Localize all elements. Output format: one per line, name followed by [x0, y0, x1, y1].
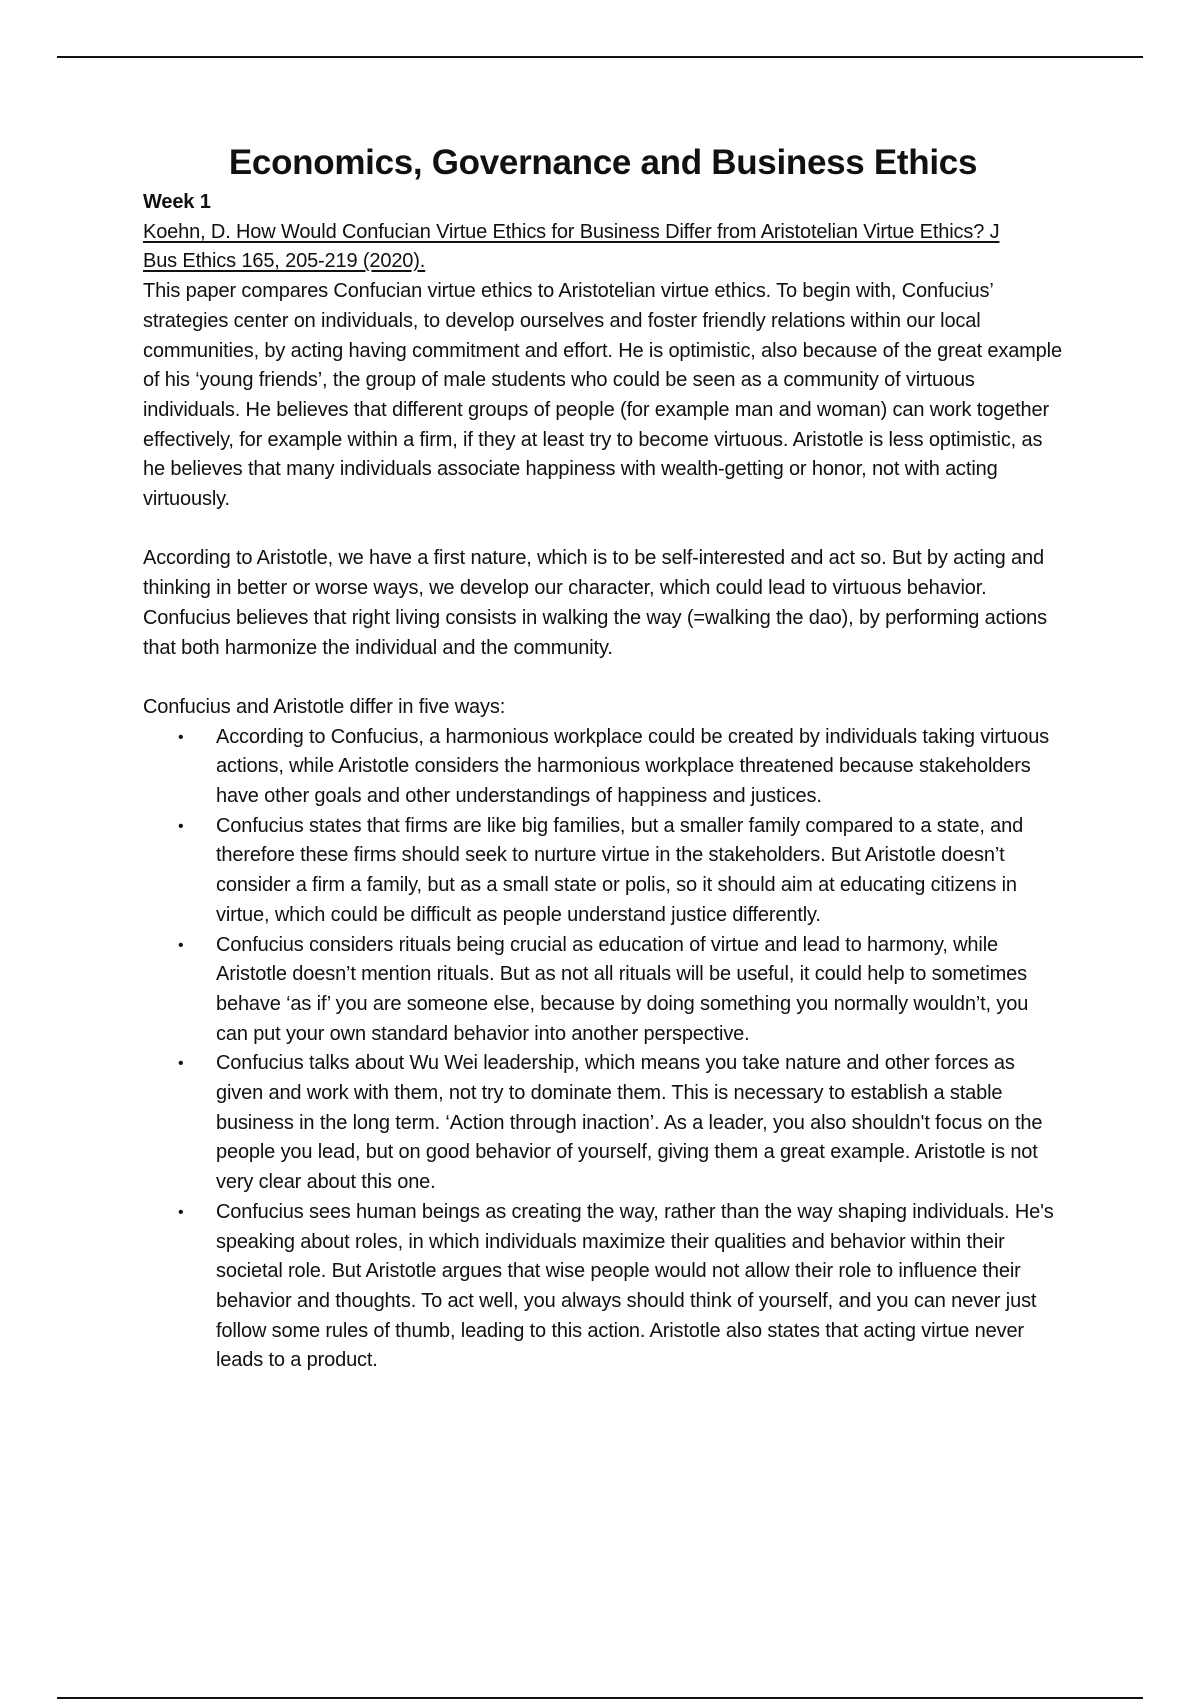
list-item-text: Confucius sees human beings as creating the way, rather than the way shaping individuals. He's speaking about roles, in which individuals maximize their qualities and behavior within their societal role. But Aristotle argues that wise people would not allow their role to influence their behavior and thoughts. To act well, you always should think of yourself, and you can never just follow some rules of thumb, leading to this action. Aristotle also states that acting virtue never leads to a product. — [216, 1200, 1054, 1372]
document-title: Economics, Governance and Business Ethics — [228, 143, 978, 182]
list-item-text: Confucius states that firms are like big families, but a smaller family compared to a state, and therefore these firms should seek to nurture virtue in the stakeholders. But Aristotle doesn’t consider a firm a family, but as a small state or polis, so it should aim at educating citizens in virtue, which could be difficult as people understand justice differently. — [216, 814, 1024, 926]
list-item-text: Confucius talks about Wu Wei leadership, which means you take nature and other forces as given and work with them, not try to dominate them. This is necessary to establish a stable business in the long term. ‘Action through inaction’. As a leader, you also shouldn't focus on the people you lead, but on good behavior of yourself, giving them a great example. Aristotle is not very clear about this one. — [216, 1052, 1043, 1194]
confucius-way-paragraph: Confucius believes that right living consists in walking the way (=walking the dao), by performing actions that both harmonize the individual and the community. — [143, 606, 1048, 659]
list-item-text: Confucius considers rituals being crucial as education of virtue and lead to harmony, while Aristotle doesn’t mention rituals. But as not all rituals will be useful, it could help to sometimes behave ‘as if’ you are someone else, because by doing something you normally wouldn’t, you can put your own standard behavior into another perspective. — [216, 933, 1029, 1045]
summary-paragraph: This paper compares Confucian virtue ethics to Aristotelian virtue ethics. To begin with, Confucius’ strategies center on individuals, to develop ourselves and foster friendly relations within our local communities, by acting having commitment and effort. He is optimistic, also because of the great example of his ‘young friends’, the group of male students who could be seen as a community of virtuous individuals. He believes that different groups of people (for example man and woman) can work together effectively, for example within a firm, if they at least try to become virtuous. Aristotle is less optimistic, as he believes that many individuals associate happiness with wealth-getting or honor, not with acting virtuously. — [143, 280, 1062, 511]
paragraph-spacer — [143, 515, 1063, 545]
document-body — [143, 140, 1063, 1376]
list-item — [178, 812, 1063, 931]
list-item-text: According to Confucius, a harmonious workplace could be created by individuals taking virtuous actions, while Aristotle considers the harmonious workplace threatened because stakeholders have other goals and other understandings of happiness and justices. — [216, 725, 1050, 808]
week-heading: Week 1 — [143, 191, 211, 213]
list-item — [178, 931, 1063, 1050]
list-item — [178, 1198, 1063, 1376]
differences-list — [143, 723, 1063, 1376]
list-item — [178, 1049, 1063, 1198]
bullet-icon: • — [178, 817, 184, 835]
bullet-icon: • — [178, 1055, 184, 1073]
top-divider — [57, 56, 1143, 58]
bullet-icon: • — [178, 936, 184, 954]
citation-reference: Koehn, D. How Would Confucian Virtue Ethics for Business Differ from Aristotelian Virtue Ethics? J Bus Ethics 165, 205-219 (2020). — [143, 220, 1000, 273]
bullet-icon: • — [178, 1203, 184, 1221]
aristotle-nature-paragraph: According to Aristotle, we have a first nature, which is to be self-interested and act so. But by acting and thinking in better or worse ways, we develop our character, which could lead to virtuous behavior. — [143, 547, 1044, 600]
paragraph-spacer — [143, 663, 1063, 693]
list-item — [178, 723, 1063, 812]
bottom-divider — [57, 1697, 1143, 1699]
bullet-icon: • — [178, 728, 184, 746]
differences-intro: Confucius and Aristotle differ in five ways: — [143, 695, 506, 718]
